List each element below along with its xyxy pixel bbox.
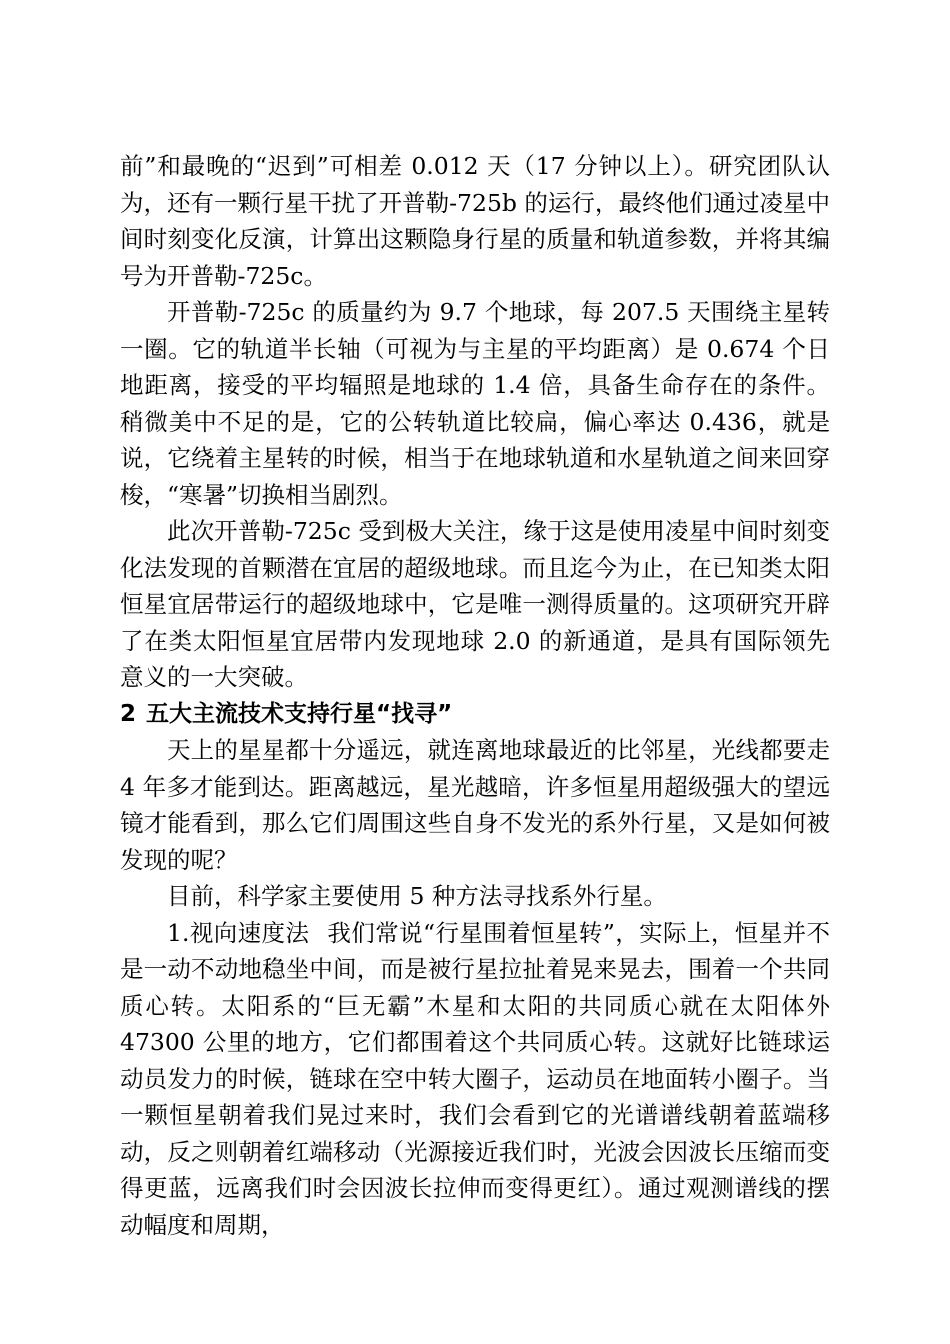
paragraph-continuation: 前”和最晚的“迟到”可相差 0.012 天（17 分钟以上）。研究团队认为，还有一颗行星干扰了开普勒-725b 的运行，最终他们通过凌星中间时刻变化反演，计算出这颗隐身行星的质量和轨道参数，并将其编号为开普勒-725c。	[120, 152, 830, 290]
paragraph-five-methods: 目前，科学家主要使用 5 种方法寻找系外行星。	[167, 882, 667, 910]
section-heading	[120, 696, 830, 733]
paragraph-radial-velocity	[120, 915, 830, 1244]
method-label: 1.视向速度法	[167, 918, 310, 947]
paragraph-distance-intro: 天上的星星都十分遥远，就连离地球最近的比邻星，光线都要走 4 年多才能到达。距离越远，星光越暗，许多恒星用超级强大的望远镜才能看到，那么它们周围这些自身不发光的系外行星，又是如何被发现的呢？	[120, 736, 830, 874]
document-page	[120, 148, 830, 1243]
section-heading-title: 五大主流技术支持行星“找寻”	[146, 700, 453, 727]
section-heading-number: 2	[120, 700, 137, 727]
paragraph-discovery-significance: 此次开普勒-725c 受到极大关注，缘于这是使用凌星中间时刻变化法发现的首颗潜在宜居的超级地球。而且迄今为止，在已知类太阳恒星宜居带运行的超级地球中，它是唯一测得质量的。这项研究开辟了在类太阳恒星宜居带内发现地球 2.0 的新通道，是具有国际领先意义的一大突破。	[120, 517, 830, 691]
paragraph-kepler-725c-properties: 开普勒-725c 的质量约为 9.7 个地球，每 207.5 天围绕主星转一圈。它的轨道半长轴（可视为与主星的平均距离）是 0.674 个日地距离，接受的平均辐照是地球的 1.4 倍，具备生命存在的条件。稍微美中不足的是，它的公转轨道比较扁，偏心率达 0.436，就是说，它绕着主星转的时候，相当于在地球轨道和水星轨道之间来回穿梭，“寒暑”切换相当剧烈。	[120, 298, 830, 509]
method-description: 我们常说“行星围着恒星转”，实际上，恒星并不是一动不动地稳坐中间，而是被行星拉扯着晃来晃去，围着一个共同质心转。太阳系的“巨无霸”木星和太阳的共同质心就在太阳体外 47300 公里的地方，它们都围着这个共同质心转。这就好比链球运动员发力的时候，链球在空中转大圈子，运动员在地面转小圈子。当一颗恒星朝着我们晃过来时，我们会看到它的光谱谱线朝着蓝端移动，反之则朝着红端移动（光源接近我们时，光波会因波长压缩而变得更蓝，远离我们时会因波长拉伸而变得更红）。通过观测谱线的摆动幅度和周期，	[120, 918, 831, 1239]
